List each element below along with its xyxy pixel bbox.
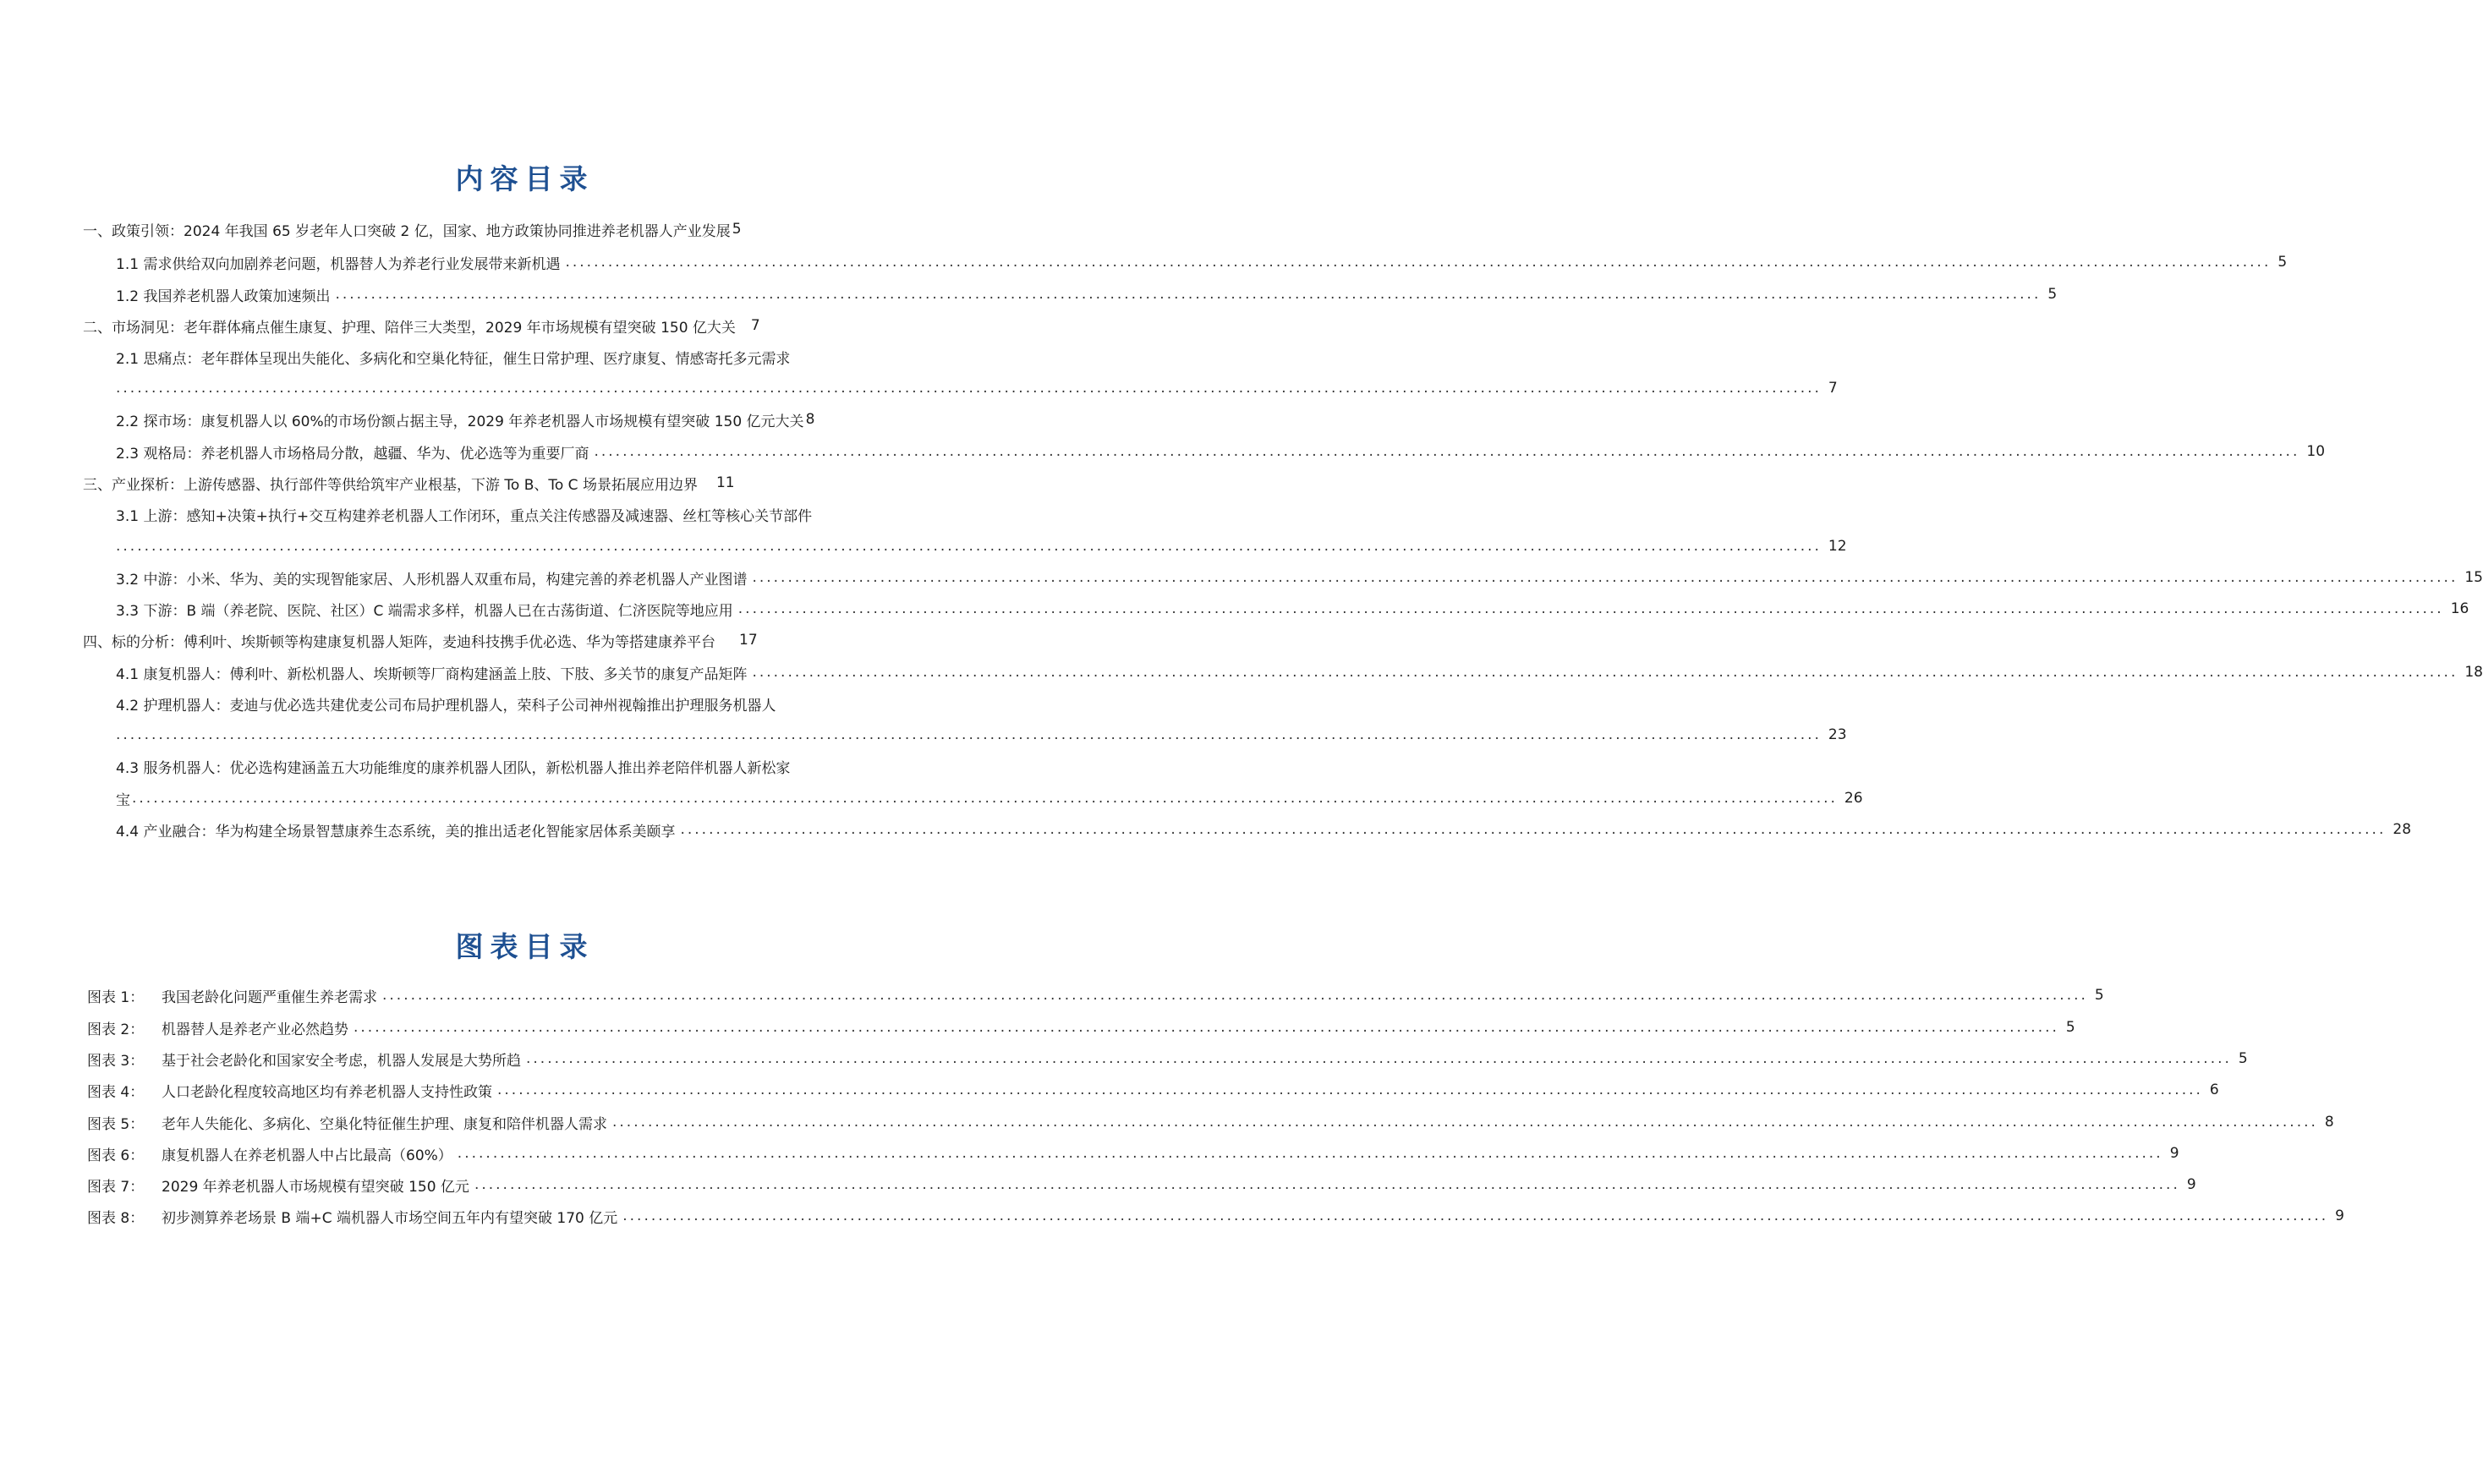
dot-leader [335, 286, 2041, 303]
toc-entry-text: 1.1 需求供给双向加剧养老问题，机器替人为养老行业发展带来新机遇 [116, 255, 561, 273]
toc-entry-text: 2.3 观格局：养老机器人市场格局分散，越疆、华为、优必选等为重要厂商 [116, 445, 589, 463]
toc-entry-2-1-cont[interactable] [116, 375, 1838, 401]
dot-leader [752, 569, 2458, 586]
dot-leader [116, 380, 1822, 397]
figure-label: 图表 5： [87, 1115, 145, 1133]
toc-entry-text: 1.2 我国养老机器人政策加速频出 [116, 287, 331, 305]
toc-entry-4[interactable] [83, 627, 997, 653]
toc-entry-page: 16 [2450, 600, 2469, 617]
toc-entry-1[interactable] [83, 216, 997, 242]
figure-text: 基于社会老龄化和国家安全考虑，机器人发展是大势所趋 [162, 1052, 521, 1070]
toc-entry-1-1[interactable] [116, 249, 2288, 275]
figure-label: 图表 4： [87, 1083, 145, 1101]
dot-leader [382, 987, 2088, 1004]
toc-entry-text: 3.3 下游：B 端（养老院、医院、社区）C 端需求多样，机器人已在古荡街道、仁济医院等地应用 [116, 602, 733, 620]
figure-page: 6 [2209, 1082, 2219, 1098]
dot-leader [612, 1114, 2318, 1131]
figure-text: 2029 年养老机器人市场规模有望突破 150 亿元 [162, 1178, 469, 1196]
figure-label: 图表 6： [87, 1147, 145, 1164]
figure-entry-8[interactable] [87, 1203, 2344, 1229]
toc-entry-4-4[interactable] [116, 817, 2412, 842]
figure-entry-7[interactable] [87, 1172, 2196, 1197]
toc-entry-3-3[interactable] [116, 596, 2469, 622]
toc-entry-text: 二、市场洞见：老年群体痛点催生康复、护理、陪伴三大类型，2029 年市场规模有望突破 150 亿大关 [83, 319, 736, 337]
dot-leader [594, 443, 2299, 460]
toc-entry-4-2-cont[interactable] [116, 722, 1847, 747]
dot-leader [752, 664, 2458, 681]
figure-page: 5 [2065, 1019, 2075, 1036]
toc-entry-2-2[interactable] [116, 407, 997, 432]
figure-page: 9 [2335, 1207, 2344, 1224]
toc-entry-page: 28 [2393, 821, 2412, 838]
figure-label: 图表 2： [87, 1021, 145, 1038]
toc-entry-text: 4.3 服务机器人：优必选构建涵盖五大功能维度的康养机器人团队，新松机器人推出养老陪伴机器人新松家 [116, 759, 791, 777]
toc-entry-page: 5 [2047, 286, 2058, 303]
toc-entry-3-1-cont[interactable] [116, 534, 1847, 559]
toc-entry-2-1[interactable] [116, 344, 997, 370]
toc-entry-4-3[interactable] [116, 753, 997, 779]
figures-title: 图表目录 [455, 930, 595, 963]
toc-entry-text: 4.4 产业融合：华为构建全场景智慧康养生态系统，美的推出适老化智能家居体系美颐享 [116, 823, 676, 841]
dot-leader [497, 1082, 2203, 1098]
toc-title: 内容目录 [455, 162, 595, 195]
figure-page: 8 [2324, 1114, 2334, 1131]
figure-text: 老年人失能化、多病化、空巢化特征催生护理、康复和陪伴机器人需求 [162, 1115, 607, 1133]
toc-entry-page: 23 [1828, 726, 1847, 743]
toc-entry-page: 5 [732, 221, 742, 238]
toc-entry-text: 4.1 康复机器人：傅利叶、新松机器人、埃斯顿等厂商构建涵盖上肢、下肢、多关节的康复产品矩阵 [116, 665, 748, 683]
toc-entry-3-2[interactable] [116, 565, 2483, 590]
figure-entry-5[interactable] [87, 1109, 2334, 1135]
figure-page: 9 [2186, 1176, 2196, 1193]
toc-entry-3[interactable] [83, 470, 997, 496]
toc-entry-page: 8 [805, 411, 815, 428]
toc-entry-page: 17 [739, 632, 758, 649]
toc-entry-text: 一、政策引领：2024 年我国 65 岁老年人口突破 2 亿，国家、地方政策协同推进养老机器人产业发展 [83, 222, 731, 240]
toc-entry-text: 3.1 上游：感知+决策+执行+交互构建养老机器人工作闭环，重点关注传感器及减速器、丝杠等核心关节部件 [116, 507, 813, 525]
figure-text: 康复机器人在养老机器人中占比最高（60%） [162, 1147, 452, 1164]
toc-entry-text: 2.2 探市场：康复机器人以 60%的市场份额占据主导，2029 年养老机器人市场规模有望突破 150 亿元大关 [116, 413, 804, 430]
toc-entry-4-1[interactable] [116, 660, 2483, 685]
toc-entry-4-2[interactable] [116, 691, 997, 716]
toc-entry-page: 26 [1844, 790, 1863, 807]
dot-leader [458, 1145, 2163, 1162]
figure-entry-4[interactable] [87, 1077, 2219, 1103]
toc-entry-1-2[interactable] [116, 282, 2058, 307]
dot-leader [680, 821, 2386, 838]
toc-entry-text: 四、标的分析：傅利叶、埃斯顿等构建康复机器人矩阵，麦迪科技携手优必选、华为等搭建康养平台 [83, 633, 715, 651]
figure-entry-6[interactable] [87, 1141, 2179, 1166]
dot-leader [354, 1019, 2059, 1036]
figure-label: 图表 1： [87, 988, 145, 1006]
toc-entry-2-3[interactable] [116, 439, 2326, 464]
toc-entry-page: 10 [2306, 443, 2326, 460]
figure-label: 图表 8： [87, 1209, 145, 1227]
toc-entry-page: 7 [1828, 380, 1838, 397]
figure-text: 初步测算养老场景 B 端+C 端机器人市场空间五年内有望突破 170 亿元 [162, 1209, 618, 1227]
toc-entry-page: 12 [1828, 538, 1847, 555]
figure-entry-1[interactable] [87, 983, 2104, 1008]
figure-text: 人口老龄化程度较高地区均有养老机器人支持性政策 [162, 1083, 492, 1101]
dot-leader [738, 600, 2444, 617]
figure-label: 图表 7： [87, 1178, 145, 1196]
toc-entry-text: 4.2 护理机器人：麦迪与优必选共建优麦公司布局护理机器人，荣科子公司神州视翰推出护理服务机器人 [116, 697, 776, 715]
dot-leader [116, 538, 1822, 555]
dot-leader [474, 1176, 2180, 1193]
figure-entry-3[interactable] [87, 1046, 2248, 1071]
toc-entry-page: 5 [2277, 254, 2288, 271]
figure-page: 9 [2169, 1145, 2179, 1162]
dot-leader [132, 790, 1838, 807]
toc-entry-2[interactable] [83, 313, 997, 338]
dot-leader [526, 1050, 2232, 1067]
figure-entry-2[interactable] [87, 1015, 2075, 1040]
toc-entry-page: 15 [2464, 569, 2483, 586]
toc-entry-text: 宝 [116, 791, 130, 809]
toc-entry-4-3-cont[interactable] [116, 786, 1863, 811]
toc-entry-page: 7 [750, 317, 760, 334]
toc-entry-text: 三、产业探析：上游传感器、执行部件等供给筑牢产业根基，下游 To B、To C 场景拓展应用边界 [83, 476, 698, 494]
figure-label: 图表 3： [87, 1052, 145, 1070]
toc-entry-text: 2.1 思痛点：老年群体呈现出失能化、多病化和空巢化特征，催生日常护理、医疗康复、情感寄托多元需求 [116, 350, 791, 368]
figure-text: 机器替人是养老产业必然趋势 [162, 1021, 348, 1038]
toc-entry-page: 11 [715, 474, 735, 491]
toc-entry-page: 18 [2464, 664, 2483, 681]
dot-leader [622, 1207, 2328, 1224]
figure-text: 我国老龄化问题严重催生养老需求 [162, 988, 377, 1006]
dot-leader [565, 254, 2271, 271]
toc-entry-text: 3.2 中游：小米、华为、美的实现智能家居、人形机器人双重布局，构建完善的养老机器人产业图谱 [116, 571, 748, 589]
toc-entry-3-1[interactable] [116, 501, 997, 527]
figure-page: 5 [2238, 1050, 2248, 1067]
dot-leader [116, 726, 1822, 743]
figure-page: 5 [2094, 987, 2104, 1004]
